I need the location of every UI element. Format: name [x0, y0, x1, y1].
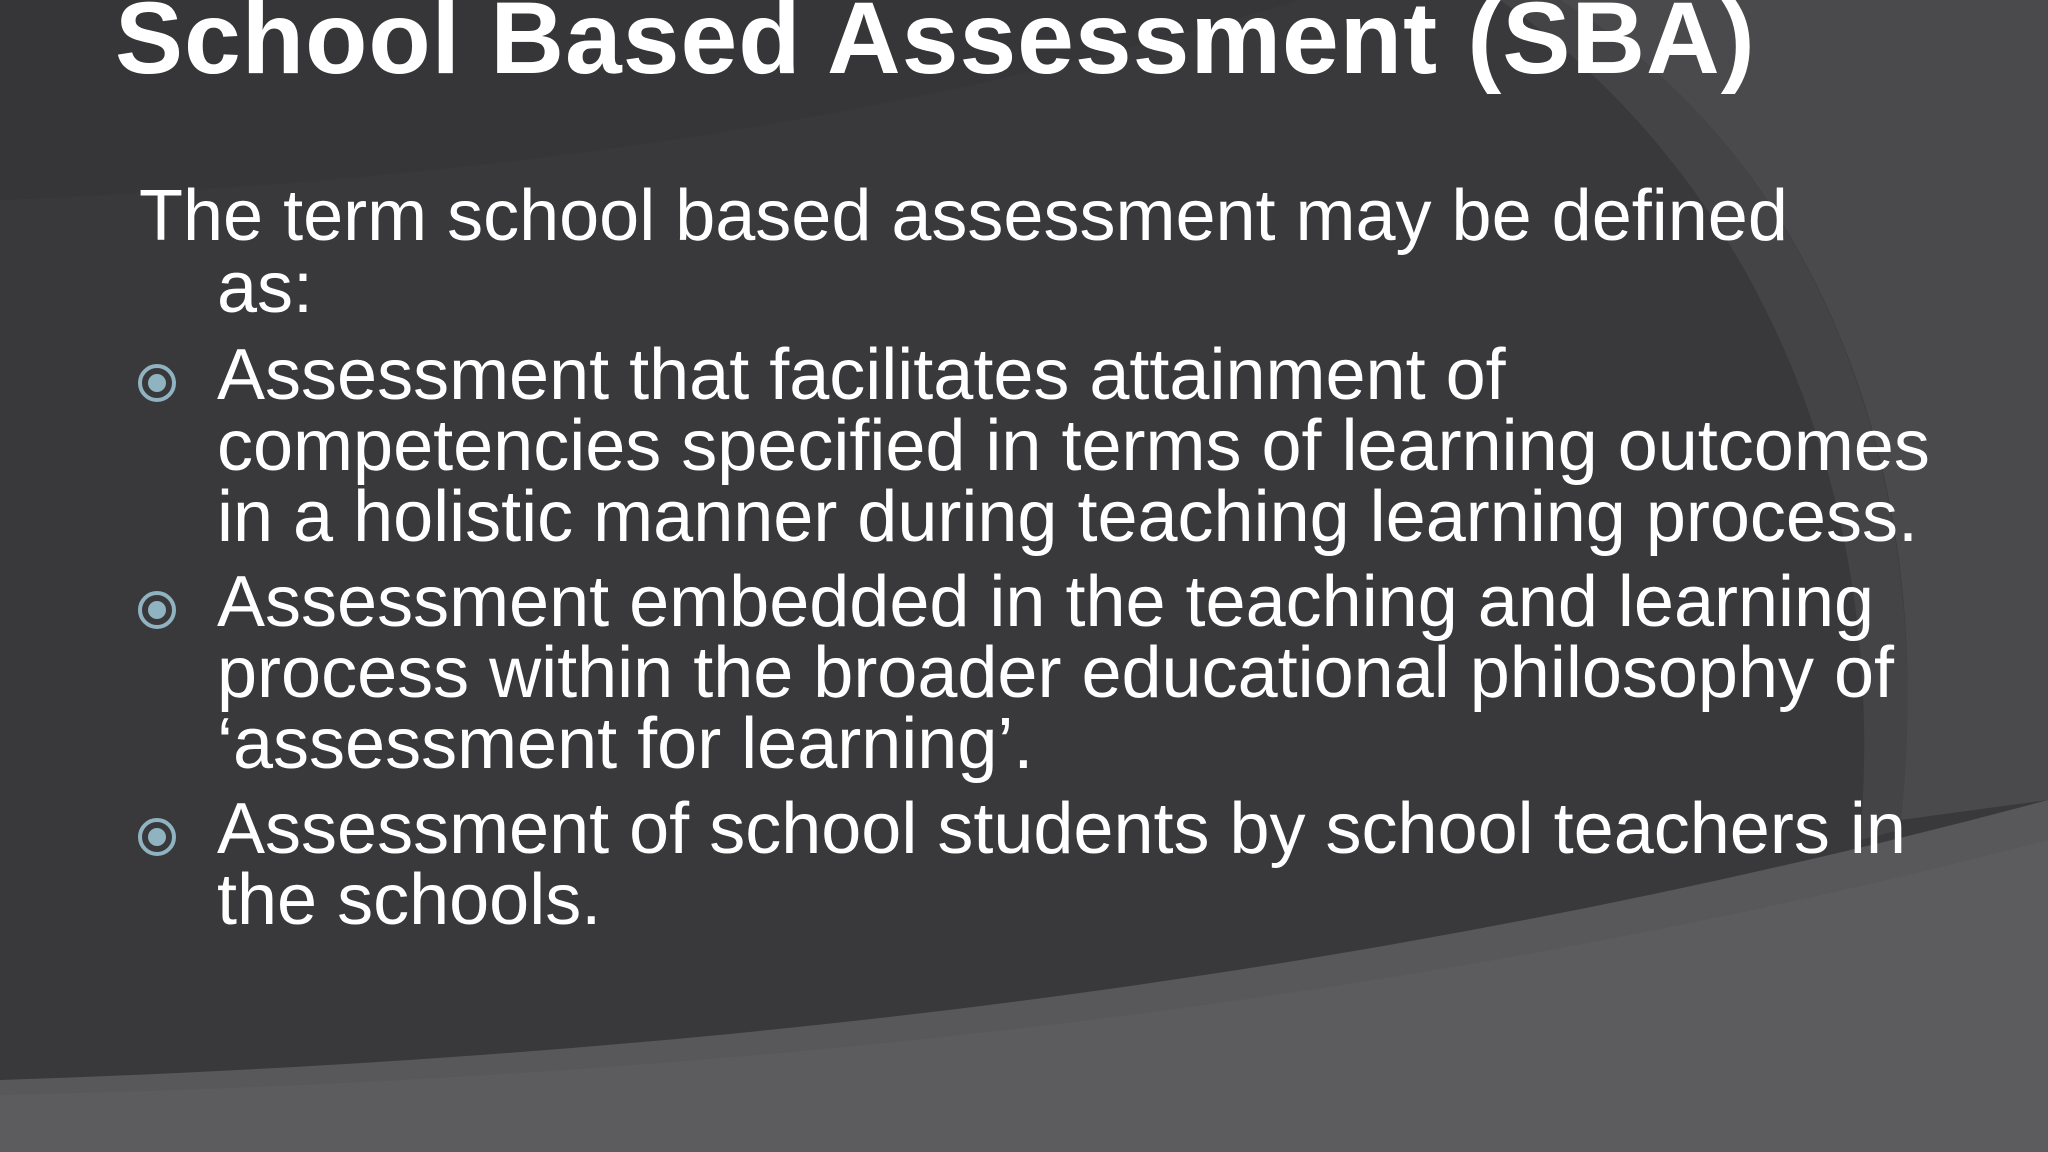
intro-text: The term school based assessment may be defined as: [139, 176, 1788, 328]
target-bullet-icon [137, 590, 177, 630]
bullet-item [0, 789, 2048, 940]
bullet-text: Assessment that facilitates attainment of competencies specified in terms of learning outcomes in a holistic manner during teaching learning process. [217, 335, 1930, 557]
target-bullet-icon [137, 817, 177, 857]
bullet-text: Assessment embedded in the teaching and learning process within the broader educational philosophy of ‘assessment for learning’. [217, 562, 1895, 784]
bullet-item [0, 562, 2048, 784]
bullet-item [0, 335, 2048, 557]
slide-title: School Based Assessment (SBA) [115, 0, 1756, 95]
bullet-list [0, 335, 2048, 950]
target-bullet-icon [137, 363, 177, 403]
bullet-text: Assessment of school students by school teachers in the schools. [217, 789, 1906, 940]
